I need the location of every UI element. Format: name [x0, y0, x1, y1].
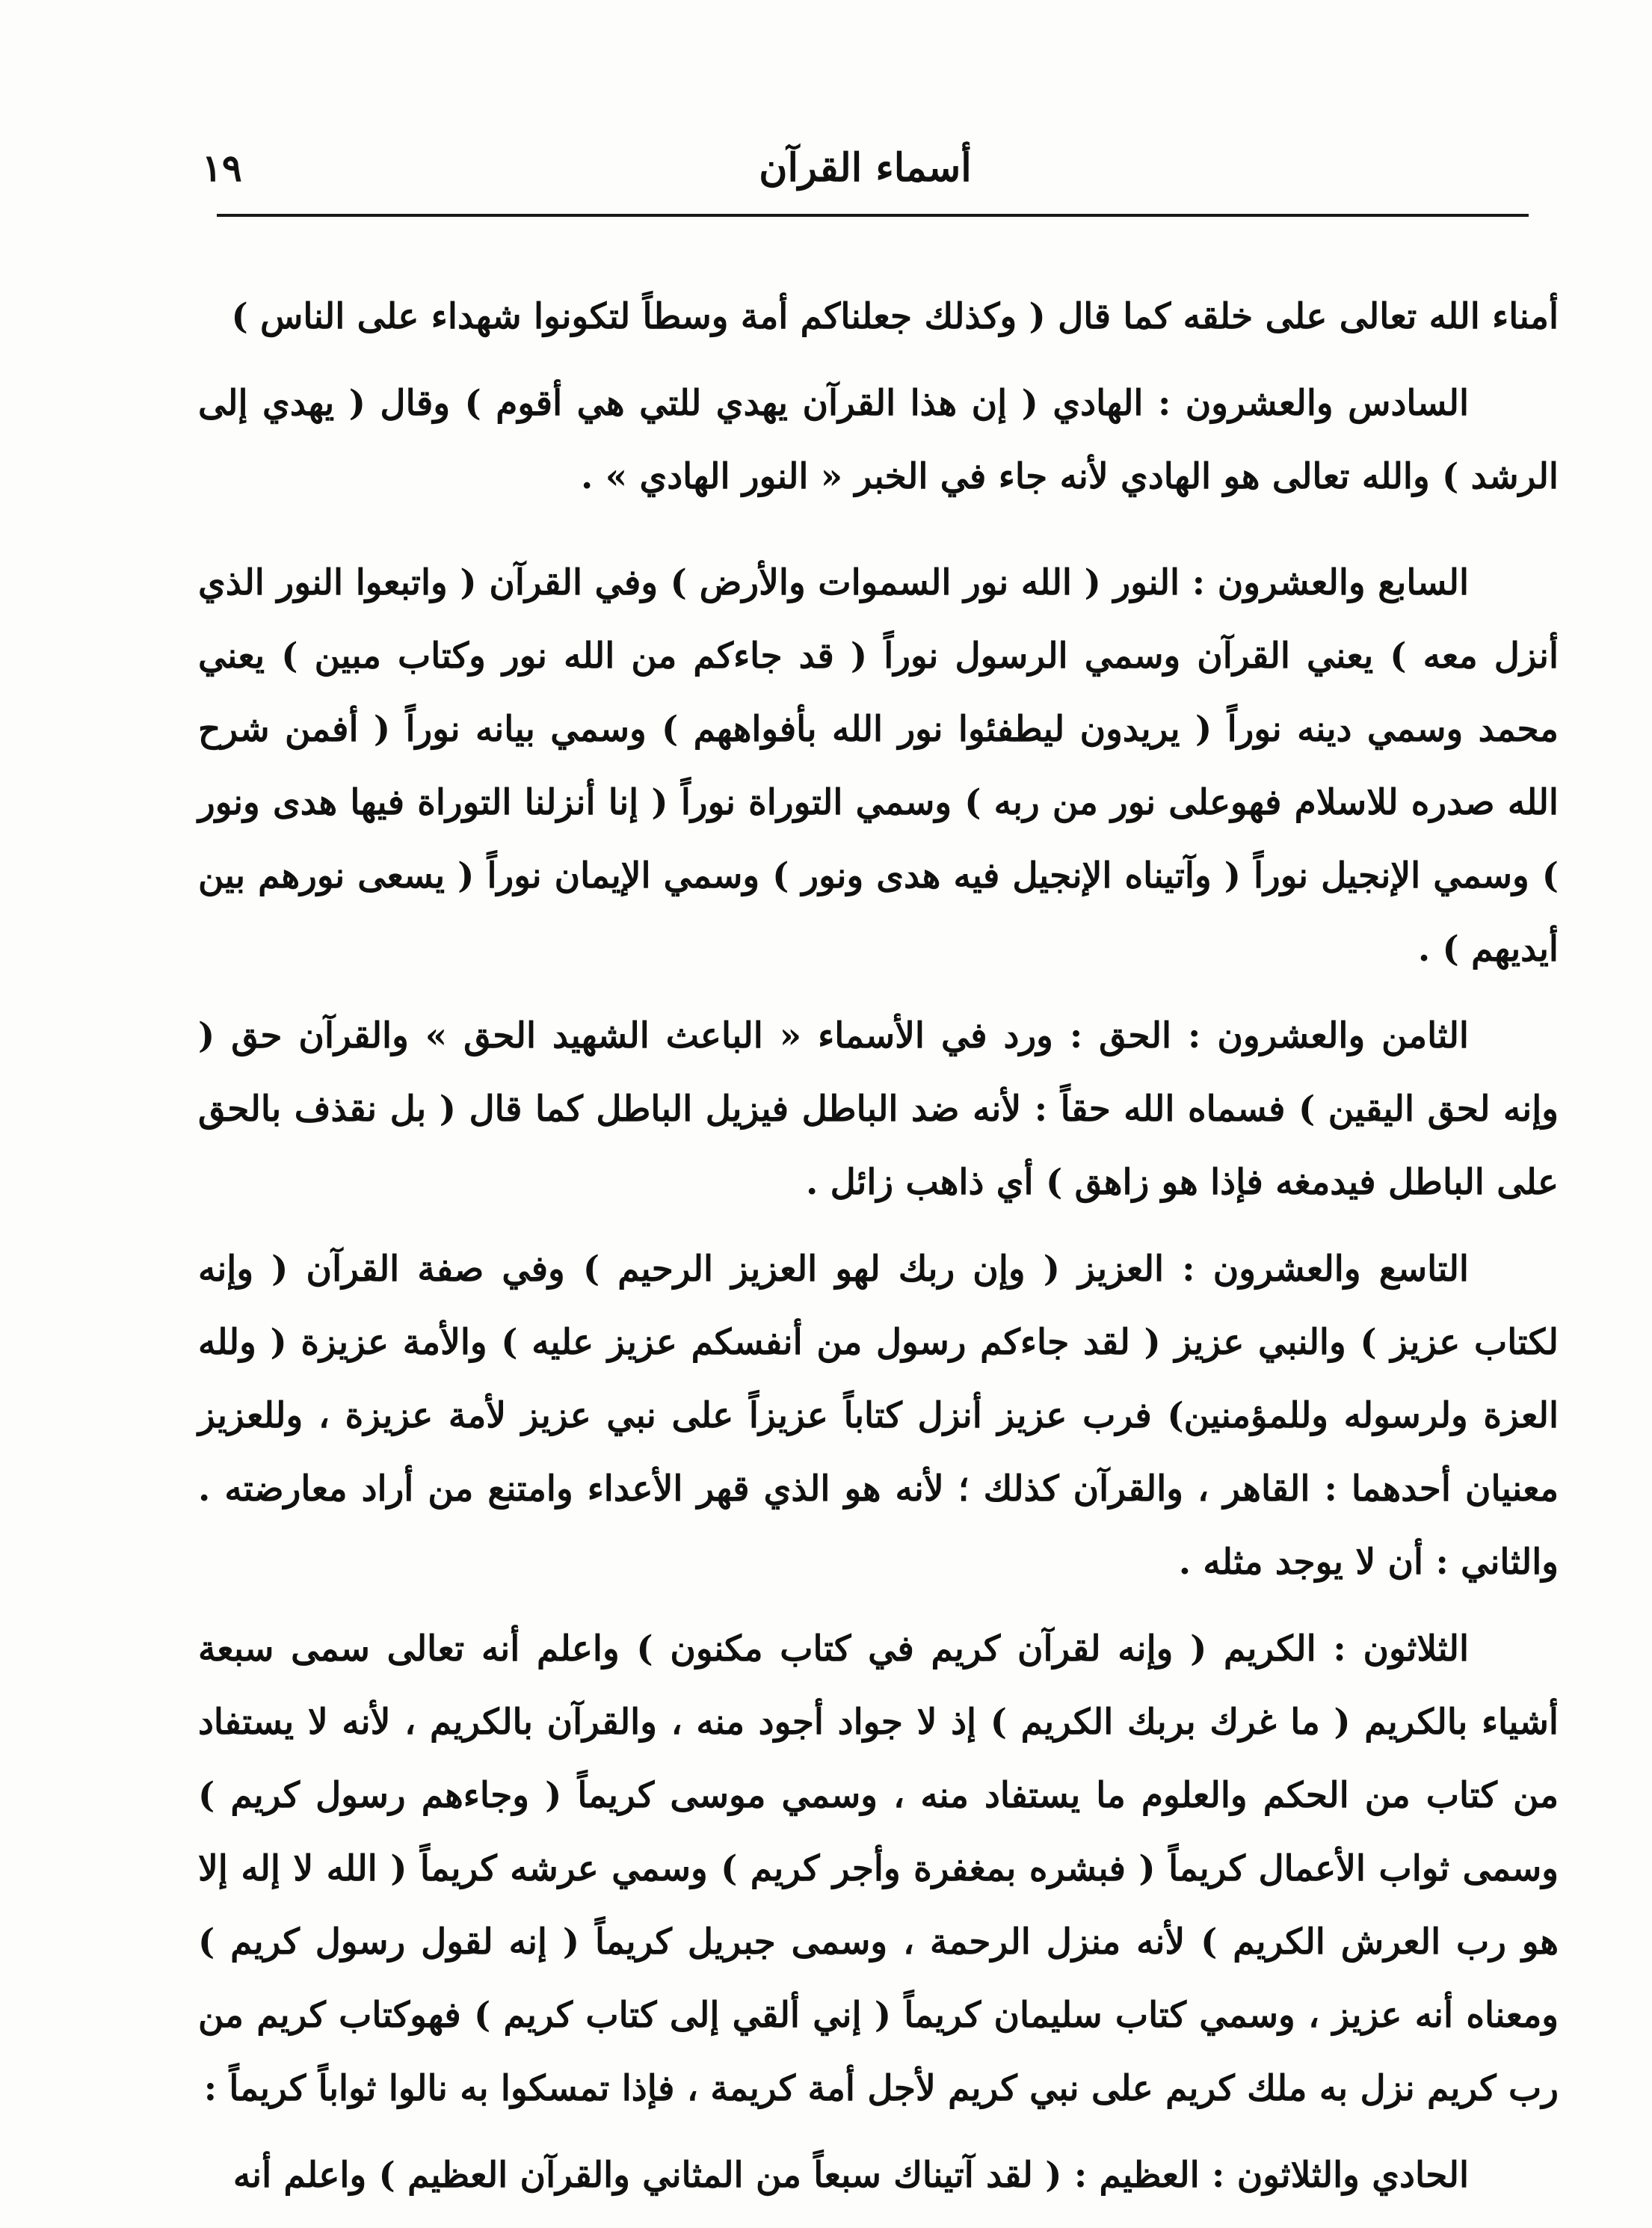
header-rule [217, 214, 1529, 217]
body-text [198, 280, 1559, 2226]
paragraph-al-nur: السابع والعشرون : النور ( الله نور السموات والأرض ) وفي القرآن ( واتبعوا النور الذي أنزل معه ) يعني القرآن وسمي الرسول نوراً ( قد جاءكم من الله نور وكتاب مبين ) يعني محمد وسمي دينه نوراً ( يريدون ليطفئوا نور الله بأفواههم ) وسمي بيانه نوراً ( أفمن شرح الله صدره للاسلام فهوعلى نور من ربه ) وسمي التوراة نوراً ( إنا أنزلنا التوراة فيها هدى ونور ) وسمي الإنجيل نوراً ( وآتيناه الإنجيل فيه هدى ونور ) وسمي الإيمان نوراً ( يسعى نورهم بين أيديهم ) . [198, 562, 1559, 970]
running-title: أسماء القرآن [759, 145, 972, 191]
page-header [202, 142, 1529, 209]
page-number: ١٩ [202, 146, 242, 190]
paragraph-al-haqq: الثامن والعشرون : الحق : ورد في الأسماء « الباعث الشهيد الحق » والقرآن حق ( وإنه لحق اليقين ) فسماه الله حقاً : لأنه ضد الباطل فيزيل الباطل كما قال ( بل نقذف بالحق على الباطل فيدمغه فإذا هو زاهق ) أي ذاهب زائل . [198, 1015, 1559, 1203]
paragraph-al-azim: الحادي والثلاثون : العظيم : ( لقد آتيناك سبعاً من المثاني والقرآن العظيم ) واعلم أنه [232, 2155, 1469, 2196]
paragraph-continuation: أمناء الله تعالى على خلقه كما قال ( وكذلك جعلناكم أمة وسطاً لتكونوا شهداء على الناس ) [231, 296, 1559, 337]
paragraph-al-hadi: السادس والعشرون : الهادي ( إن هذا القرآن يهدي للتي هي أقوم ) وقال ( يهدي إلى الرشد ) والله تعالى هو الهادي لأنه جاء في الخبر « النور الهادي » . [198, 383, 1559, 497]
paragraph-al-karim: الثلاثون : الكريم ( وإنه لقرآن كريم في كتاب مكنون ) واعلم أنه تعالى سمى سبعة أشياء بالكريم ( ما غرك بربك الكريم ) إذ لا جواد أجود منه ، والقرآن بالكريم ، لأنه لا يستفاد من كتاب من الحكم والعلوم ما يستفاد منه ، وسمي موسى كريماً ( وجاءهم رسول كريم ) وسمى ثواب الأعمال كريماً ( فبشره بمغفرة وأجر كريم ) وسمي عرشه كريماً ( الله لا إله إلا هو رب العرش الكريم ) لأنه منزل الرحمة ، وسمى جبريل كريماً ( إنه لقول رسول كريم ) ومعناه أنه عزيز ، وسمي كتاب سليمان كريماً ( إني ألقي إلى كتاب كريم ) فهوكتاب كريم من رب كريم نزل به ملك كريم على نبي كريم لأجل أمة كريمة ، فإذا تمسكوا به نالوا ثواباً كريماً : [198, 1628, 1559, 2109]
paragraph-al-aziz: التاسع والعشرون : العزيز ( وإن ربك لهو العزيز الرحيم ) وفي صفة القرآن ( وإنه لكتاب عزيز ) والنبي عزيز ( لقد جاءكم رسول من أنفسكم عزيز عليه ) والأمة عزيزة ( ولله العزة ولرسوله وللمؤمنين) فرب عزيز أنزل كتاباً عزيزاً على نبي عزيز لأمة عزيزة ، وللعزيز معنيان أحدهما : القاهر ، والقرآن كذلك ؛ لأنه هو الذي قهر الأعداء وامتنع من أراد معارضته . والثاني : أن لا يوجد مثله . [198, 1249, 1559, 1583]
